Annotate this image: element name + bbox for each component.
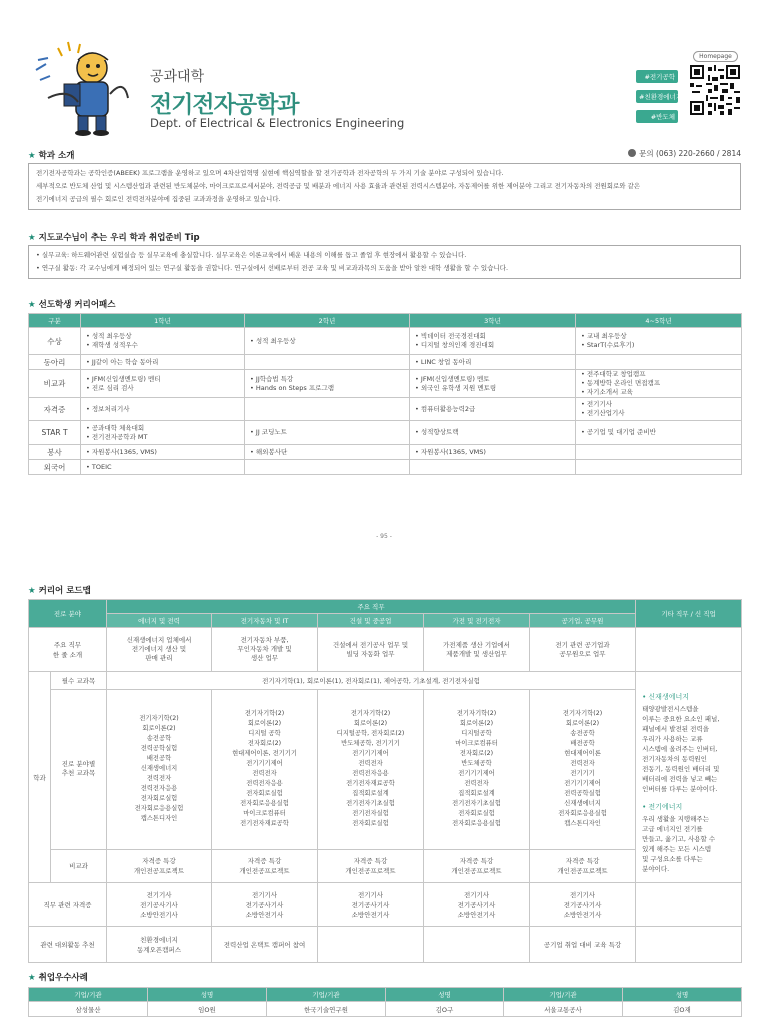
duty-cell: 건설에서 전기공사 업무 및 빌딩 자동화 업무 <box>318 628 424 672</box>
employment-section-title: ★ 취업우수사례 <box>28 973 88 983</box>
table-cell: • 해외봉사단 <box>245 445 410 460</box>
roadmap-header-main: 주요 직무 <box>107 600 636 614</box>
star-icon: ★ <box>28 973 36 983</box>
table-header: 성명 <box>386 988 504 1002</box>
table-cell: • 성적향상트랙 <box>410 421 576 445</box>
row-label: 동아리 <box>29 355 81 370</box>
side-notes <box>636 672 742 883</box>
table-cell: • 성적 최우등상 • 재학생 성적우수 <box>81 328 245 355</box>
table-cell: • JFM(신입생멘토링) 멘티 • 진로 심리 검사 <box>81 370 245 398</box>
table-cell: • JFM(신입생멘토링) 멘토 • 외국인 유학생 지원 멘토링 <box>410 370 576 398</box>
field-header: 공기업, 공무원 <box>530 614 636 628</box>
table-header: 1학년 <box>81 314 245 328</box>
row-label: 자격증 <box>29 398 81 421</box>
homepage-label: Homepage <box>693 51 738 62</box>
tag[interactable]: #친환경에너지 <box>636 90 678 103</box>
duty-cell: 신재생에너지 업체에서 전기에너지 생산 및 판매 관리 <box>107 628 212 672</box>
table-cell <box>576 445 742 460</box>
table-cell: 김O구 <box>386 1002 504 1017</box>
table-cell: • 정보처리기사 <box>81 398 245 421</box>
cert-cell: 전기기사 전기공사기사 소방안전기사 <box>424 883 530 927</box>
intro-box <box>28 163 741 210</box>
career-roadmap-table <box>28 599 742 963</box>
field-header: 에너지 및 전력 <box>107 614 212 628</box>
table-cell: • JJ 코딩노트 <box>245 421 410 445</box>
program-label: 관련 대외활동 추천 <box>29 927 107 963</box>
table-cell: • TOEIC <box>81 460 245 475</box>
row-label: 봉사 <box>29 445 81 460</box>
field-header: 전기자동차 및 IT <box>212 614 318 628</box>
table-header: 성명 <box>148 988 267 1002</box>
intro-section-title: ★ 학과 소개 <box>28 151 75 161</box>
table-header: 성명 <box>623 988 742 1002</box>
cert-other-cell <box>636 883 742 927</box>
table-cell <box>245 460 410 475</box>
table-cell: 한국기술연구원 <box>267 1002 386 1017</box>
program-cell: 친환경에너지 동계오픈캠퍼스 <box>107 927 212 963</box>
table-header: 2학년 <box>245 314 410 328</box>
field-header: 건설 및 중공업 <box>318 614 424 628</box>
tip-line: • 실무교육: 하드웨어관련 실험실습 등 실무교육에 충실합니다. 실무교육은 이론교육에서 배운 내용의 이해를 돕고 졸업 후 현장에서 활용할 수 있습니다. <box>36 251 467 259</box>
table-cell: • LINC 창업 동아리 <box>410 355 576 370</box>
table-cell: • 교내 최우등상 • StarT(수료후기) <box>576 328 742 355</box>
table-cell: • 자원봉사(1365, VMS) <box>410 445 576 460</box>
table-cell: • 공기업 및 대기업 준비반 <box>576 421 742 445</box>
extra-label: 비교과 <box>51 849 107 882</box>
recommended-courses: 전기자기학(2) 회로이론(2) 송전공학 전력공학실험 배전공학 신재생에너지 전력전자 전력전자응용 전자회로실험 전자회로응용실험 캡스톤디자인 <box>107 689 212 849</box>
table-cell: • 자원봉사(1365, VMS) <box>81 445 245 460</box>
tag-list <box>636 70 683 130</box>
side-note-title: • 전기에너지 <box>642 803 683 811</box>
recommended-courses: 전기자기학(2) 회로이론(2) 디지털공학, 전자회로(2) 반도체공학, 전기기기 전기기기제어 전력전자 전력전자응용 전기전자재료공학 집적회로설계 전기전자기초실험 전기전자실험 전자회로실험 <box>318 689 424 849</box>
college-name: 공과대학 <box>150 69 205 85</box>
table-header: 기업/기관 <box>29 988 148 1002</box>
careerpath-section-title: ★ 선도학생 커리어패스 <box>28 300 116 310</box>
duty-label: 주요 직무 한 줄 소개 <box>29 628 107 672</box>
program-other-cell <box>636 927 742 963</box>
contact-info: 문의 (063) 220-2660 / 2814 <box>628 148 741 159</box>
row-label: STAR T <box>29 421 81 445</box>
intro-line: 전기전자공학과는 공학인증(ABEEK) 프로그램을 운영하고 있으며 4차산업혁명 실현에 핵심역할을 할 전기공학과 전자공학의 두 가지 기술 분야로 구성되어 있습니다. <box>36 169 504 177</box>
row-label: 외국어 <box>29 460 81 475</box>
page-number: - 95 - <box>376 533 392 540</box>
table-header: 구분 <box>29 314 81 328</box>
required-courses: 전기자기학(1), 회로이론(1), 전자회로(1), 제어공학, 기초설계, 전기전자실험 <box>107 672 636 690</box>
extra-cell: 자격증 특강 개인전공프로젝트 <box>212 849 318 882</box>
tip-box <box>28 245 741 279</box>
intro-line: 전기에너지 공급의 필수 회로인 전력전자분야에 집중된 교과과정을 운영하고 있습니다. <box>36 195 281 203</box>
star-icon: ★ <box>28 151 36 161</box>
table-cell <box>410 460 576 475</box>
table-header: 3학년 <box>410 314 576 328</box>
roadmap-header-field: 진로 분야 <box>29 600 107 628</box>
table-cell <box>245 398 410 421</box>
duty-cell: 가전제품 생산 기업에서 제품개발 및 생산업무 <box>424 628 530 672</box>
cert-cell: 전기기사 전기공사기사 소방안전기사 <box>107 883 212 927</box>
duty-cell: 전기 관련 공기업과 공무원으로 업무 <box>530 628 636 672</box>
table-cell: • 전기기사 • 전기산업기사 <box>576 398 742 421</box>
program-cell: 전력산업 온택트 캠퍼어 참여 <box>212 927 318 963</box>
side-note-title: • 신재생에너지 <box>642 693 689 701</box>
extra-cell: 자격증 특강 개인전공프로젝트 <box>318 849 424 882</box>
extra-cell: 자격증 특강 개인전공프로젝트 <box>107 849 212 882</box>
table-header: 4~5학년 <box>576 314 742 328</box>
table-cell: • 컴퓨터활용능력2급 <box>410 398 576 421</box>
roadmap-header-other: 기타 직무 / 신 직업 <box>636 600 742 628</box>
cert-label: 직무 관련 자격증 <box>29 883 107 927</box>
dept-label: 학과 <box>29 672 51 883</box>
tip-line: • 연구실 활동: 각 교수님에게 배정되어 있는 연구실 활동을 권합니다. 연구실에서 선배로부터 전공 교육 및 비교과과목의 도움을 받아 알찬 대학 생활을 할 수 있습니다. <box>36 264 509 272</box>
mascot-illustration <box>28 38 136 138</box>
tip-section-title: ★ 지도교수님이 추는 우리 학과 취업준비 Tip <box>28 233 200 243</box>
table-cell: • 빅데이터 전국경진대회 • 디지털 창의인재 경진대회 <box>410 328 576 355</box>
program-cell <box>318 927 424 963</box>
star-icon: ★ <box>28 586 36 596</box>
star-icon: ★ <box>28 233 36 243</box>
table-cell: • 공과대학 체육대회 • 전기전자공학과 MT <box>81 421 245 445</box>
table-header: 기업/기관 <box>504 988 623 1002</box>
dept-title-en: Dept. of Electrical & Electronics Engineering <box>150 116 405 130</box>
intro-line: 세부적으로 반도체 산업 및 시스템산업과 관련된 반도체분야, 마이크로프로세서분야, 전력공급 및 배분과 에너지 사용 효율과 관련된 전력시스템분야, 자동제어를 위한 제어분야 그리고 전기자동차의 전원회로와 같은 <box>36 182 641 190</box>
phone-icon <box>628 149 636 157</box>
extra-cell: 자격증 특강 개인전공프로젝트 <box>530 849 636 882</box>
table-cell: • 성적 최우등상 <box>245 328 410 355</box>
program-cell: 공기업 취업 대비 교육 특강 <box>530 927 636 963</box>
table-cell: • 전주대학교 창업캠프 • 동계방학 온라인 면접캠프 • 자기소개서 교육 <box>576 370 742 398</box>
row-label: 비교과 <box>29 370 81 398</box>
field-header: 가전 및 전기전자 <box>424 614 530 628</box>
extra-cell: 자격증 특강 개인전공프로젝트 <box>424 849 530 882</box>
recommended-label: 진로 분야별 추천 교과목 <box>51 689 107 849</box>
career-path-table <box>28 313 742 475</box>
roadmap-section-title: ★ 커리어 로드맵 <box>28 586 91 596</box>
cert-cell: 전기기사 전기공사기사 소방안전기사 <box>530 883 636 927</box>
tag[interactable]: #전기공학 <box>636 70 678 83</box>
recommended-courses: 전기자기학(2) 회로이론(2) 디지털 공학 전자회로(2) 현대제어이론, 전기기기 전기기기제어 전력전자 전력전자응용 전자회로실험 전자회로응용실험 마이크로컴퓨터 전기전자재료공학 <box>212 689 318 849</box>
recommended-courses: 전기자기학(2) 회로이론(2) 디지털공학 마이크로컴퓨터 전자회로(2) 반도체공학 전기기기제어 전력전자 집적회로설계 전기전자기초실험 전자회로실험 전자회로응용실험 <box>424 689 530 849</box>
row-label: 수상 <box>29 328 81 355</box>
table-cell <box>576 355 742 370</box>
cert-cell: 전기기사 전기공사기사 소방안전기사 <box>212 883 318 927</box>
duty-other-cell <box>636 628 742 672</box>
dept-title: 전기전자공학과 <box>150 92 299 118</box>
program-cell <box>424 927 530 963</box>
required-label: 필수 교과목 <box>51 672 107 690</box>
table-cell: 서울교통공사 <box>504 1002 623 1017</box>
recommended-courses: 전기자기학(2) 회로이론(2) 송전공학 배전공학 현대제어이론 전력전자 전기기기 전기기기제어 전력공학실험 신재생에너지 전자회로응용실험 캡스톤디자인 <box>530 689 636 849</box>
table-cell <box>245 355 410 370</box>
table-cell: 임O원 <box>148 1002 267 1017</box>
star-icon: ★ <box>28 300 36 310</box>
table-cell <box>576 460 742 475</box>
employment-table <box>28 987 742 1017</box>
side-note-text: 태양광발전시스템을 이루는 중요한 요소인 패널, 패널에서 발전된 전력을 우리가 사용하는 교류 시스템에 올려주는 인버터, 전기자동차의 동력원인 전동기, 동력원인 배터리 및 배터리에 전력을 넣고 빼는 인버터를 다루는 분야이다. <box>642 705 720 793</box>
cert-cell: 전기기사 전기공사기사 소방안전기사 <box>318 883 424 927</box>
table-cell: • JJ학습법 특강 • Hands on Steps 프로그램 <box>245 370 410 398</box>
side-note-text: 우리 생활을 지탱해주는 고급 에너지인 전기를 만들고, 옮기고, 사용할 수 있게 해주는 모든 시스템 및 구성요소를 다루는 분야이다. <box>642 815 716 873</box>
duty-cell: 전기자동차 부품, 무인자동차 개발 및 생산 업무 <box>212 628 318 672</box>
table-header: 기업/기관 <box>267 988 386 1002</box>
tag[interactable]: #반도체 <box>636 110 678 123</box>
table-cell: 김O재 <box>623 1002 742 1017</box>
qr-code-icon[interactable] <box>690 65 740 115</box>
table-cell: 삼성물산 <box>29 1002 148 1017</box>
table-cell: • JJ같이 아는 학습 동아리 <box>81 355 245 370</box>
